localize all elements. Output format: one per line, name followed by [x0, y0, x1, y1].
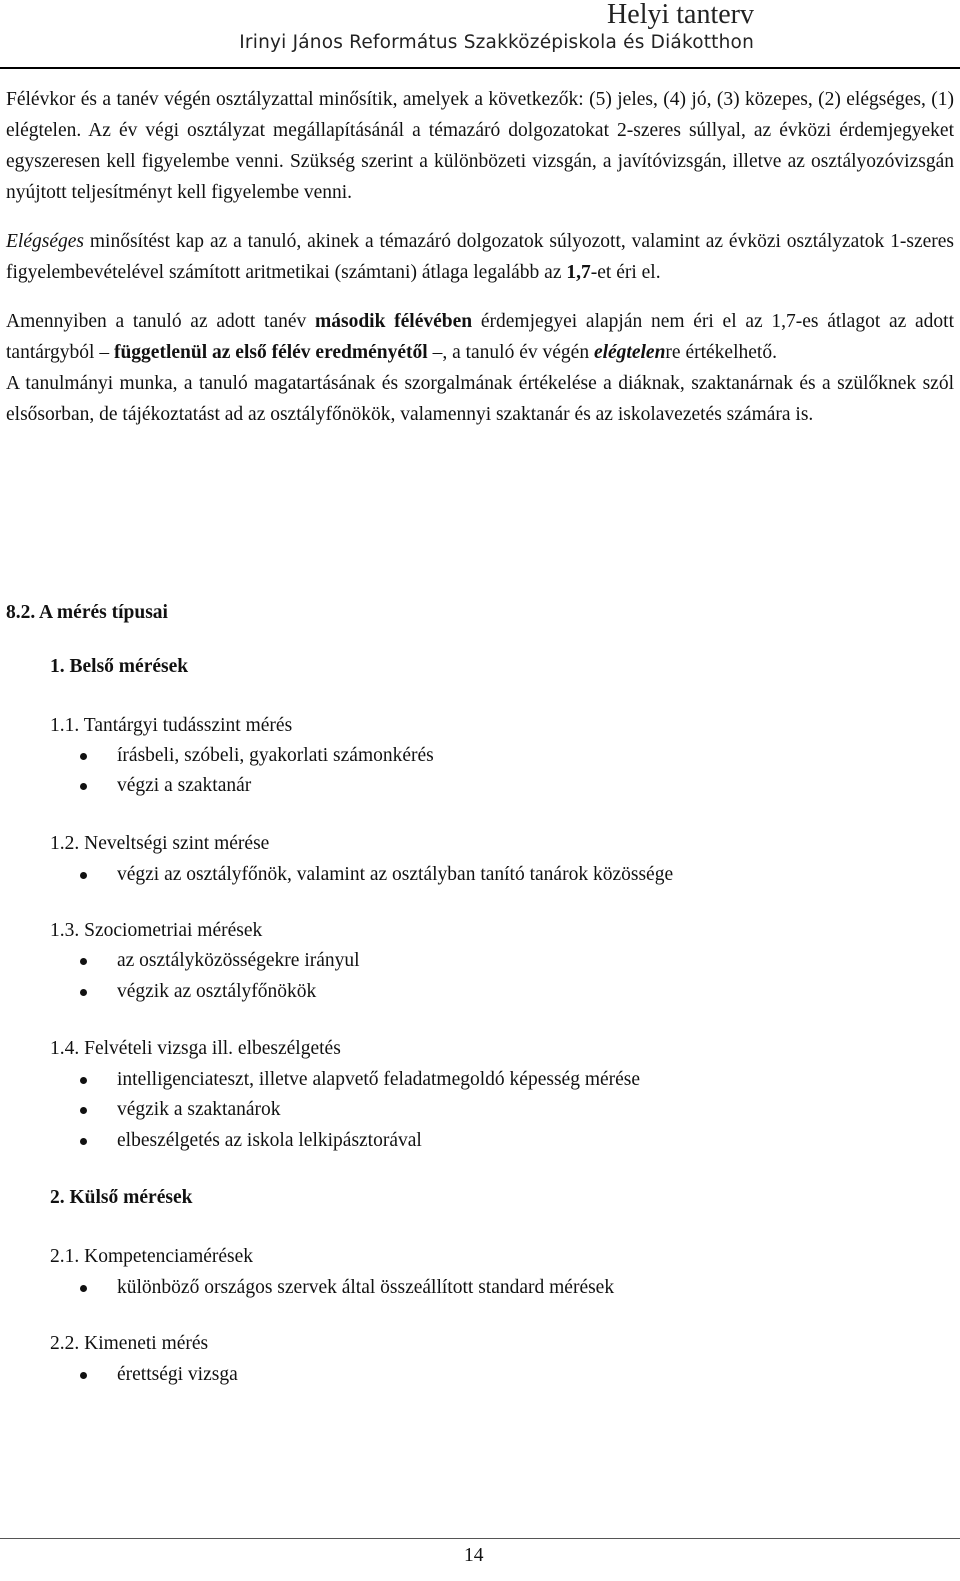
subsection-title: 1.4. Felvételi vizsga ill. elbeszélgetés [50, 1038, 341, 1059]
bullet-icon [80, 872, 87, 879]
school-name: Irinyi János Református Szakközépiskola és Diákotthon [239, 32, 754, 53]
page-number: 14 [464, 1545, 484, 1566]
subsection-title: 2.2. Kimeneti mérés [50, 1333, 209, 1354]
bullet-icon [80, 1107, 87, 1114]
bullet-icon [80, 753, 87, 760]
footer-divider [0, 1538, 960, 1539]
paragraph-passing: Elégséges minősítést kap az a tanuló, akinek a témazáró dolgozatok súlyozott, valamint az évközi osztályzatok 1-szeres figyelembevételével számított aritmetikai (számtani) átlaga legalább az 1,7-et éri el. [6, 231, 954, 283]
subsection-title: 1.3. Szociometriai mérések [50, 920, 263, 941]
page-header [239, 0, 754, 56]
bullet-icon [80, 958, 87, 965]
subsection-title: 2.1. Kompetenciamérések [50, 1246, 254, 1267]
subsection-title: 1.2. Neveltségi szint mérése [50, 833, 270, 854]
paragraph-evaluation: A tanulmányi munka, a tanuló magatartásának és szorgalmának értékelése a diáknak, szaktanárnak és a szülőknek szól elsősorban, de tájékoztatást ad az osztályfőnökök, valamennyi szaktanár és az iskolavezetés számára is. [6, 373, 954, 425]
body-text [6, 84, 954, 430]
internal-heading: 1. Belső mérések [50, 656, 189, 677]
emphasis-average: 1,7 [566, 262, 591, 283]
subsection-title: 1.1. Tantárgyi tudásszint mérés [50, 715, 293, 736]
document-title: Helyi tanterv [607, 0, 754, 30]
emphasis-passing: Elégséges [6, 231, 84, 252]
section-heading: 8.2. A mérés típusai [6, 602, 168, 623]
paragraph-second-semester: Amennyiben a tanuló az adott tanév második félévében érdemjegyei alapján nem éri el az 1,7-es átlagot az adott tantárgyból – függetlenül az első félév eredményétől –, a tanuló év végén elégtelenre értékelhető. [6, 311, 954, 363]
bullet-icon [80, 1285, 87, 1292]
header-divider [0, 67, 960, 69]
bullet-icon [80, 989, 87, 996]
bullet-icon [80, 783, 87, 790]
bullet-icon [80, 1077, 87, 1084]
external-heading: 2. Külső mérések [50, 1187, 193, 1208]
paragraph-grading: Félévkor és a tanév végén osztályzattal minősítik, amelyek a következők: (5) jeles, (4) jó, (3) közepes, (2) elégséges, (1) elégtelen. Az év végi osztályzat megállapításánál a témazáró dolgozatokat 2-szeres súllyal, az évközi érdemjegyeket egyszeresen kell figyelembe venni. Szükség szerint a különbözeti vizsgán, a javítóvizsgán, illetve az osztályozóvizsgán nyújtott teljesítményt kell figyelembe venni. [6, 89, 954, 203]
bullet-icon [80, 1138, 87, 1145]
bullet-icon [80, 1372, 87, 1379]
